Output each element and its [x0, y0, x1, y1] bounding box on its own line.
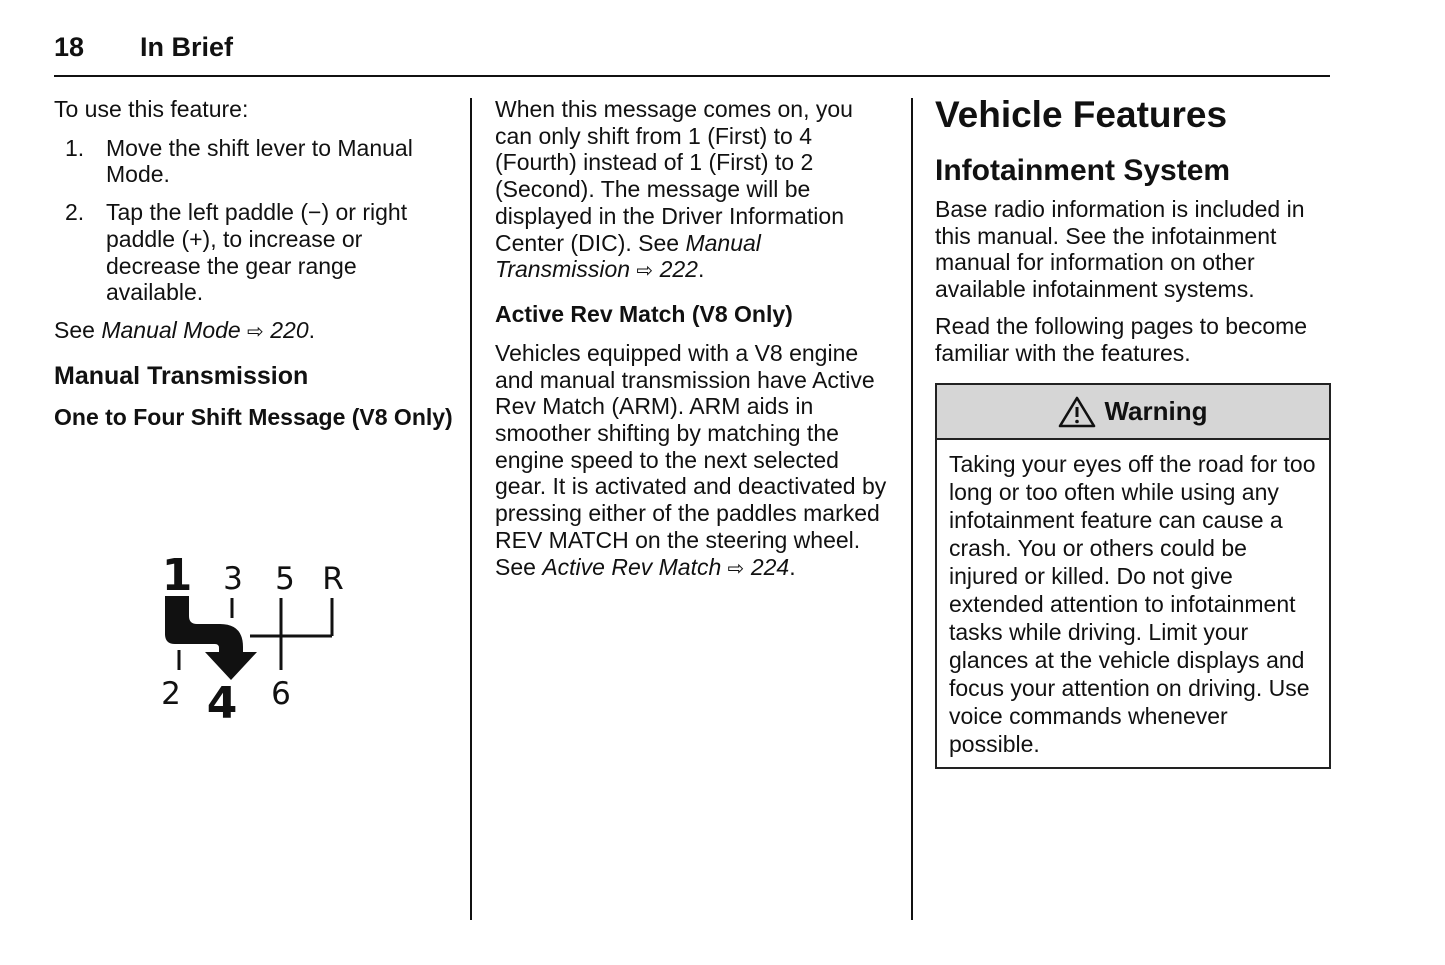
- warning-box: [935, 383, 1331, 769]
- chapter-title: Vehicle Features: [935, 94, 1228, 135]
- ref-suffix: .: [697, 256, 705, 283]
- section-title: In Brief: [140, 32, 234, 62]
- page-header: [54, 28, 1330, 77]
- cross-reference-link[interactable]: [101, 317, 308, 343]
- step-text: Tap the left paddle (−) or right paddle (+), to increase or decrease the gear range available.: [106, 199, 408, 306]
- warning-text: Taking your eyes off the road for too long or too often while using any infotainment feature can cause a crash. You or others could be injured or killed. Do not give extended attention to infotainment tasks while driving. Limit your glances at the vehicle displays and focus your attention on driving. Use voice commands whenever possible.: [949, 451, 1316, 758]
- ref-title: Manual Mode: [101, 316, 241, 343]
- column-divider: [470, 98, 472, 920]
- gear-5-label: 5: [275, 561, 295, 597]
- column-right: [935, 96, 1331, 769]
- paragraph: Base radio information is included in this manual. See the infotainment manual for information on other available infotainment systems.: [935, 196, 1305, 303]
- ref-page: 220: [263, 316, 309, 343]
- subsection-heading: Active Rev Match (V8 Only): [495, 300, 793, 327]
- warning-header: [937, 385, 1329, 440]
- gear-6-label: 6: [271, 676, 291, 712]
- ref-title: Manual Transmission: [495, 229, 761, 283]
- step-text: Move the shift lever to Manual Mode.: [106, 134, 413, 188]
- paragraph: [495, 340, 895, 582]
- column-divider: [911, 98, 913, 920]
- page-number: 18: [54, 32, 85, 62]
- step-number: 2.: [65, 199, 85, 226]
- warning-triangle-icon: [1058, 396, 1096, 428]
- column-left: [54, 96, 454, 431]
- ref-page: 224: [744, 553, 790, 580]
- list-item: [54, 135, 454, 188]
- column-middle: [495, 96, 895, 582]
- arrow-icon: ⇨: [636, 260, 654, 283]
- see-reference: [54, 317, 454, 346]
- ref-page: 222: [653, 256, 698, 283]
- subsection-heading: One to Four Shift Message (V8 Only): [54, 403, 453, 430]
- shift-pattern-icon: [155, 552, 365, 727]
- gear-4-label: 4: [206, 678, 238, 727]
- ref-title: Active Rev Match: [542, 553, 722, 580]
- gear-3-label: 3: [223, 561, 243, 597]
- paragraph-text: When this message comes on, you can only shift from 1 (First) to 4 (Fourth) instead of 1 (First) to 2 (Second). The message will be displayed in the Driver Information Center (DIC). See: [495, 96, 853, 256]
- section-heading: Manual Transmission: [54, 361, 309, 390]
- step-number: 1.: [65, 134, 85, 161]
- paragraph: [495, 96, 895, 285]
- paragraph-text: Vehicles equipped with a V8 engine and manual transmission have Active Rev Match (ARM). ARM aids in smoother shifting by matching the engine speed to the next selected gear. It is activated and deactivated by pressing either of the paddles marked REV MATCH on the steering wheel. See: [495, 339, 887, 580]
- cross-reference-link[interactable]: [542, 554, 789, 580]
- intro-text: To use this feature:: [54, 96, 249, 122]
- arrow-icon: ⇨: [727, 557, 745, 580]
- list-item: [54, 199, 454, 306]
- gear-r-label: R: [322, 561, 344, 597]
- gear-2-label: 2: [161, 676, 181, 712]
- see-prefix: See: [54, 316, 102, 343]
- gear-1-label: 1: [161, 552, 193, 601]
- ref-suffix: .: [789, 553, 796, 580]
- steps-list: [54, 135, 454, 306]
- arrow-icon: ⇨: [247, 320, 264, 343]
- ref-suffix: .: [308, 316, 315, 343]
- section-heading: Infotainment System: [935, 154, 1231, 187]
- warning-title: Warning: [1104, 396, 1208, 427]
- paragraph: Read the following pages to become familiar with the features.: [935, 312, 1308, 366]
